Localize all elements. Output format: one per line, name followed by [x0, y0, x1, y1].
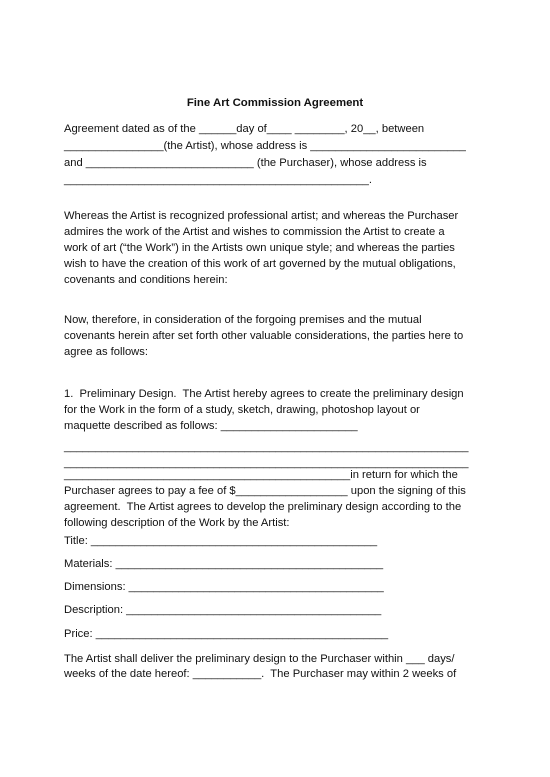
delivery-line: weeks of the date hereof: ___________. The Purchaser may within 2 weeks of [64, 668, 457, 680]
whereas-line: work of art (“the Work”) in the Artists own unique style; and whereas the parties [64, 242, 455, 254]
preamble-line: Agreement dated as of the ______day of____ ________, 20__, between [64, 123, 425, 135]
preamble-line: and ___________________________ (the Purchaser), whose address is [64, 157, 427, 169]
now-therefore-line: covenants herein after set forth other valuable considerations, the parties here to [64, 330, 464, 342]
whereas-line: wish to have the creation of this work of art governed by the mutual obligations, [64, 258, 456, 270]
section1-line: maquette described as follows: ______________________ [64, 420, 358, 432]
section1-line: for the Work in the form of a study, sketch, drawing, photoshop layout or [64, 404, 420, 416]
field-materials: Materials: ___________________________________________ [64, 558, 384, 570]
field-dimensions: Dimensions: _________________________________________ [64, 581, 384, 593]
field-title: Title: ______________________________________________ [64, 535, 378, 547]
section1-line: ______________________________________________in return for which the [64, 469, 458, 481]
section1-line: agreement. The Artist agrees to develop the preliminary design according to the [64, 501, 462, 513]
delivery-line: The Artist shall deliver the preliminary design to the Purchaser within ___ days/ [64, 653, 455, 665]
field-price: Price: _______________________________________________ [64, 628, 389, 640]
whereas-line: covenants and conditions herein: [64, 274, 228, 286]
section1-line: _________________________________________________________________ [64, 457, 469, 469]
preamble-line: _________________________________________________. [64, 174, 372, 186]
field-description: Description: _________________________________________ [64, 604, 382, 616]
section1-line: 1. Preliminary Design. The Artist hereby agrees to create the preliminary design [64, 388, 464, 400]
whereas-line: Whereas the Artist is recognized professional artist; and whereas the Purchaser [64, 210, 459, 222]
whereas-line: admires the work of the Artist and wishes to commission the Artist to create a [64, 226, 445, 238]
now-therefore-line: agree as follows: [64, 346, 148, 358]
section1-line: following description of the Work by the Artist: [64, 517, 290, 529]
preamble-line: ________________(the Artist), whose address is _________________________ [64, 140, 466, 152]
section1-line: _________________________________________________________________ [64, 441, 469, 453]
document-title: Fine Art Commission Agreement [186, 97, 364, 109]
section1-line: Purchaser agrees to pay a fee of $__________________ upon the signing of this [64, 485, 466, 497]
now-therefore-line: Now, therefore, in consideration of the forgoing premises and the mutual [64, 314, 422, 326]
